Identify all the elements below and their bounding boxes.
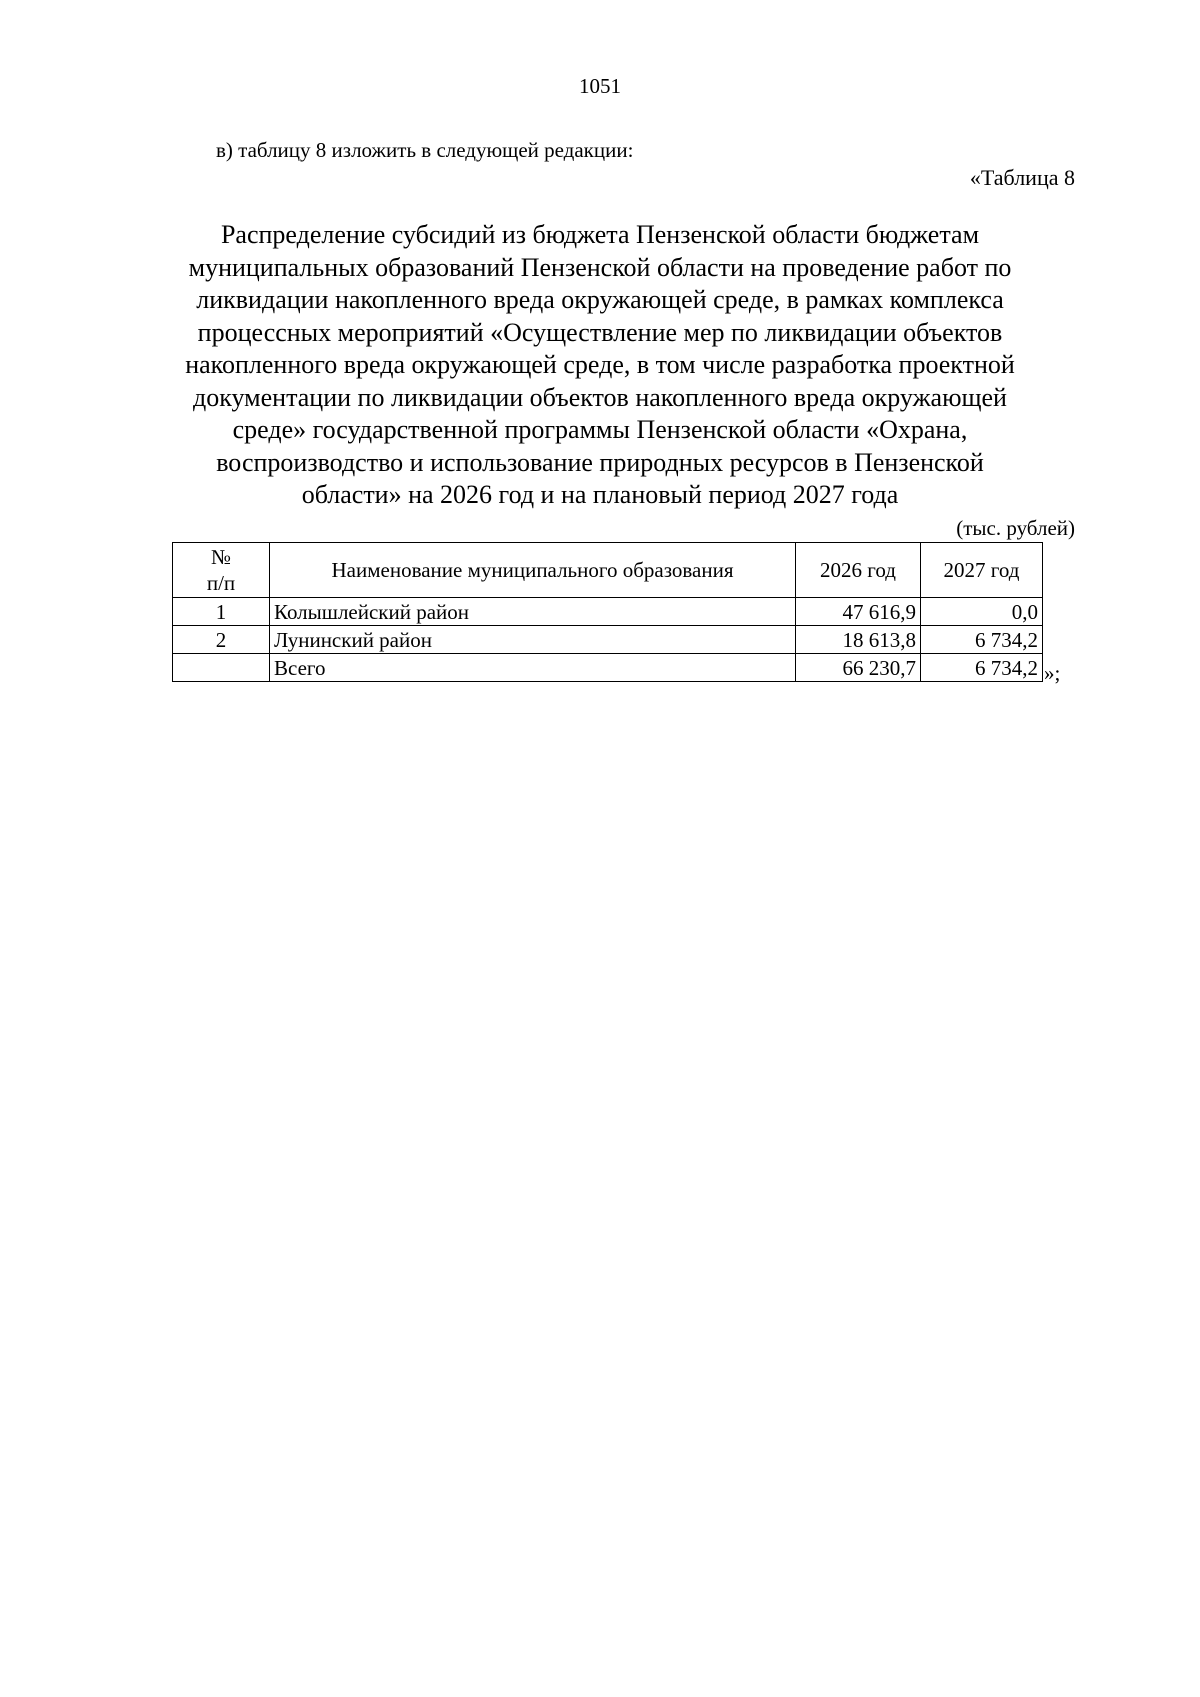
heading-line: Распределение субсидий из бюджета Пензенской области бюджетам bbox=[220, 220, 980, 249]
row-name: Лунинский район bbox=[270, 626, 796, 654]
row-num: 2 bbox=[173, 626, 270, 654]
table-row bbox=[173, 598, 1043, 626]
row-name: Всего bbox=[270, 654, 796, 682]
row-num bbox=[173, 654, 270, 682]
heading-line: области» на 2026 год и на плановый период 2027 года bbox=[301, 480, 899, 509]
header-num-line1: № bbox=[210, 545, 232, 569]
header-num-line2: п/п bbox=[206, 571, 236, 595]
units-label: (тыс. рублей) bbox=[956, 516, 1075, 540]
closing-quote-mark: »; bbox=[1044, 661, 1061, 685]
row-name: Колышлейский район bbox=[270, 598, 796, 626]
subsidy-table bbox=[172, 542, 1043, 682]
row-year-2026: 18 613,8 bbox=[796, 626, 921, 654]
table-header-row bbox=[173, 543, 1043, 598]
header-name: Наименование муниципального образования bbox=[270, 543, 796, 598]
table-heading bbox=[120, 219, 1080, 512]
header-year-2027: 2027 год bbox=[921, 543, 1043, 598]
table-total-row bbox=[173, 654, 1043, 682]
page-number: 1051 bbox=[579, 74, 621, 98]
row-num: 1 bbox=[173, 598, 270, 626]
intro-paragraph: в) таблицу 8 изложить в следующей редакции: bbox=[216, 138, 634, 162]
row-year-2026: 66 230,7 bbox=[796, 654, 921, 682]
header-num bbox=[173, 543, 270, 598]
heading-line: воспроизводство и использование природных ресурсов в Пензенской bbox=[216, 447, 984, 477]
row-year-2026: 47 616,9 bbox=[796, 598, 921, 626]
heading-line: документации по ликвидации объектов накопленного вреда окружающей bbox=[193, 382, 1007, 412]
heading-line: процессных мероприятий «Осуществление мер по ликвидации объектов bbox=[197, 317, 1003, 347]
heading-line: ликвидации накопленного вреда окружающей среде, в рамках комплекса bbox=[196, 285, 1004, 314]
table-label: «Таблица 8 bbox=[969, 165, 1075, 190]
heading-line: накопленного вреда окружающей среде, в том числе разработка проектной bbox=[185, 350, 1015, 379]
row-year-2027: 0,0 bbox=[921, 598, 1043, 626]
heading-line: среде» государственной программы Пензенской области «Охрана, bbox=[232, 415, 968, 444]
heading-line: муниципальных образований Пензенской области на проведение работ по bbox=[188, 252, 1012, 282]
row-year-2027: 6 734,2 bbox=[921, 654, 1043, 682]
row-year-2027: 6 734,2 bbox=[921, 626, 1043, 654]
header-year-2026: 2026 год bbox=[796, 543, 921, 598]
table-row bbox=[173, 626, 1043, 654]
